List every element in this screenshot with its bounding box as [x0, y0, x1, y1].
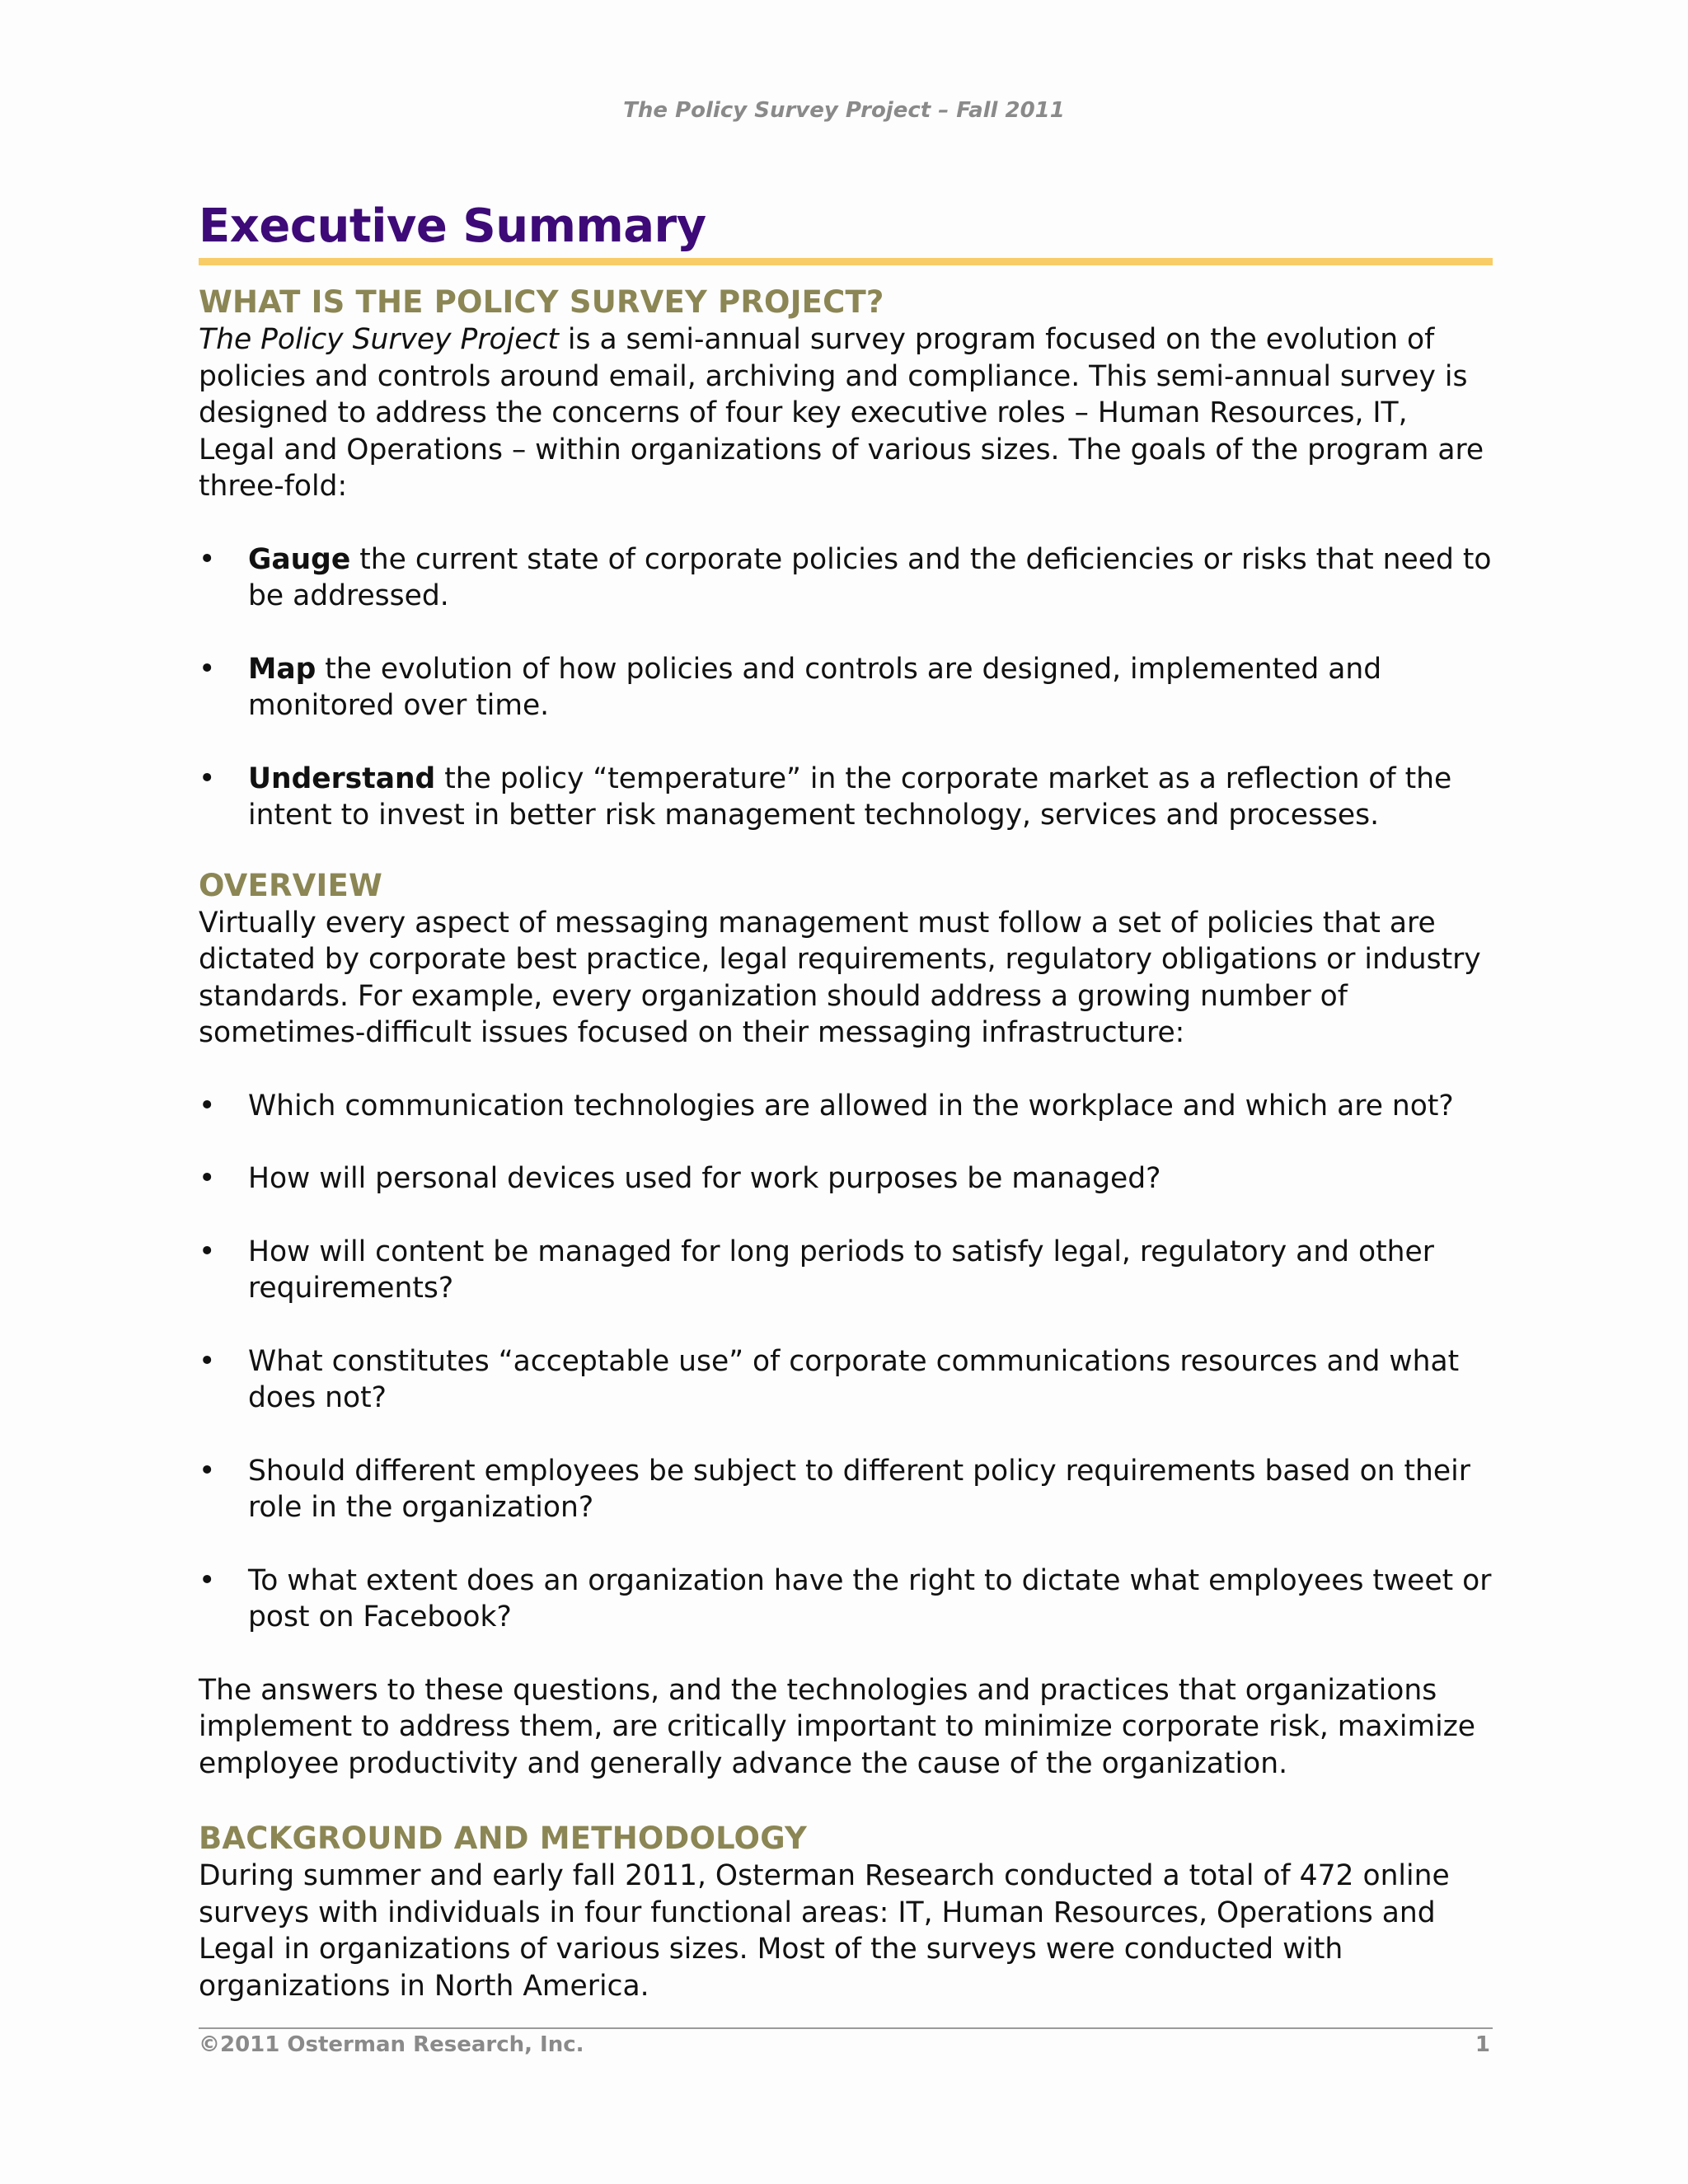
list-item	[199, 1088, 1493, 1125]
page-number: 1	[1475, 2032, 1490, 2057]
section-heading-what-is: WHAT IS THE POLICY SURVEY PROJECT?	[199, 284, 884, 320]
intro-italic-title: The Policy Survey Project	[199, 323, 559, 356]
bullet-icon: •	[199, 652, 216, 686]
bullet-icon: •	[199, 762, 216, 795]
list-item	[199, 761, 1493, 834]
goals-list	[199, 541, 1493, 834]
section-heading-background: BACKGROUND AND METHODOLOGY	[199, 1821, 807, 1856]
question-text: Which communication technologies are allowed in the workplace and which are not?	[248, 1089, 1454, 1122]
section-heading-overview: OVERVIEW	[199, 867, 382, 903]
bullet-icon: •	[199, 542, 216, 576]
list-item	[199, 1234, 1493, 1307]
overview-intro: Virtually every aspect of messaging management must follow a set of policies that are dictated by corporate best practice, legal requirements, regulatory obligations or industry standards. For example, every organization should address a growing number of sometimes-difficult issues focused on their messaging infrastructure:	[199, 906, 1481, 1049]
list-item	[199, 1563, 1493, 1636]
page-content	[199, 198, 1493, 2004]
list-item	[199, 1160, 1493, 1197]
goal-text: the evolution of how policies and controls are designed, implemented and monitored over time.	[248, 652, 1382, 722]
bullet-icon: •	[199, 1563, 216, 1597]
overview-conclusion: The answers to these questions, and the technologies and practices that organizations implement to address them, are critically important to minimize corporate risk, maximize employee productivity and generally advance the cause of the organization.	[199, 1673, 1476, 1780]
goal-text: the policy “temperature” in the corporate market as a reflection of the intent to invest in better risk management technology, services and processes.	[248, 762, 1452, 832]
question-text: How will personal devices used for work purposes be managed?	[248, 1162, 1161, 1195]
bullet-icon: •	[199, 1162, 216, 1195]
bullet-icon: •	[199, 1454, 216, 1488]
running-header: The Policy Survey Project – Fall 2011	[623, 98, 1065, 123]
question-text: What constitutes “acceptable use” of corporate communications resources and what does not?	[248, 1344, 1460, 1414]
list-item	[199, 1453, 1493, 1526]
goal-keyword: Gauge	[248, 542, 351, 576]
list-item	[199, 541, 1493, 615]
footer-copyright: ©2011 Osterman Research, Inc.	[199, 2032, 584, 2057]
page-title: Executive Summary	[199, 199, 706, 253]
intro-text: is a semi-annual survey program focused on the evolution of policies and controls around email, archiving and compliance. This semi-annual survey is designed to address the concerns of four key executive roles – Human Resources, IT, Legal and Operations – within organizations of various sizes. The goals of the program are three-fold:	[199, 323, 1484, 503]
goal-text: the current state of corporate policies and the deficiencies or risks that need to be addressed.	[248, 542, 1492, 612]
bullet-icon: •	[199, 1235, 216, 1268]
background-text: During summer and early fall 2011, Osterman Research conducted a total of 472 online surveys with individuals in four functional areas: IT, Human Resources, Operations and Legal in organizations of various sizes. Most of the surveys were conducted with organizations in North America.	[199, 1859, 1450, 2003]
questions-list	[199, 1088, 1493, 1636]
question-text: Should different employees be subject to different policy requirements based on their role in the organization?	[248, 1454, 1470, 1524]
list-item	[199, 651, 1493, 724]
list-item	[199, 1343, 1493, 1417]
footer-divider	[199, 2027, 1493, 2029]
question-text: To what extent does an organization have the right to dictate what employees tweet or post on Facebook?	[248, 1563, 1492, 1633]
goal-keyword: Understand	[248, 762, 436, 795]
bullet-icon: •	[199, 1089, 216, 1122]
goal-keyword: Map	[248, 652, 316, 686]
question-text: How will content be managed for long periods to satisfy legal, regulatory and other requirements?	[248, 1235, 1434, 1305]
title-underline	[199, 258, 1493, 265]
bullet-icon: •	[199, 1344, 216, 1378]
section-what-is-intro	[199, 321, 1493, 505]
